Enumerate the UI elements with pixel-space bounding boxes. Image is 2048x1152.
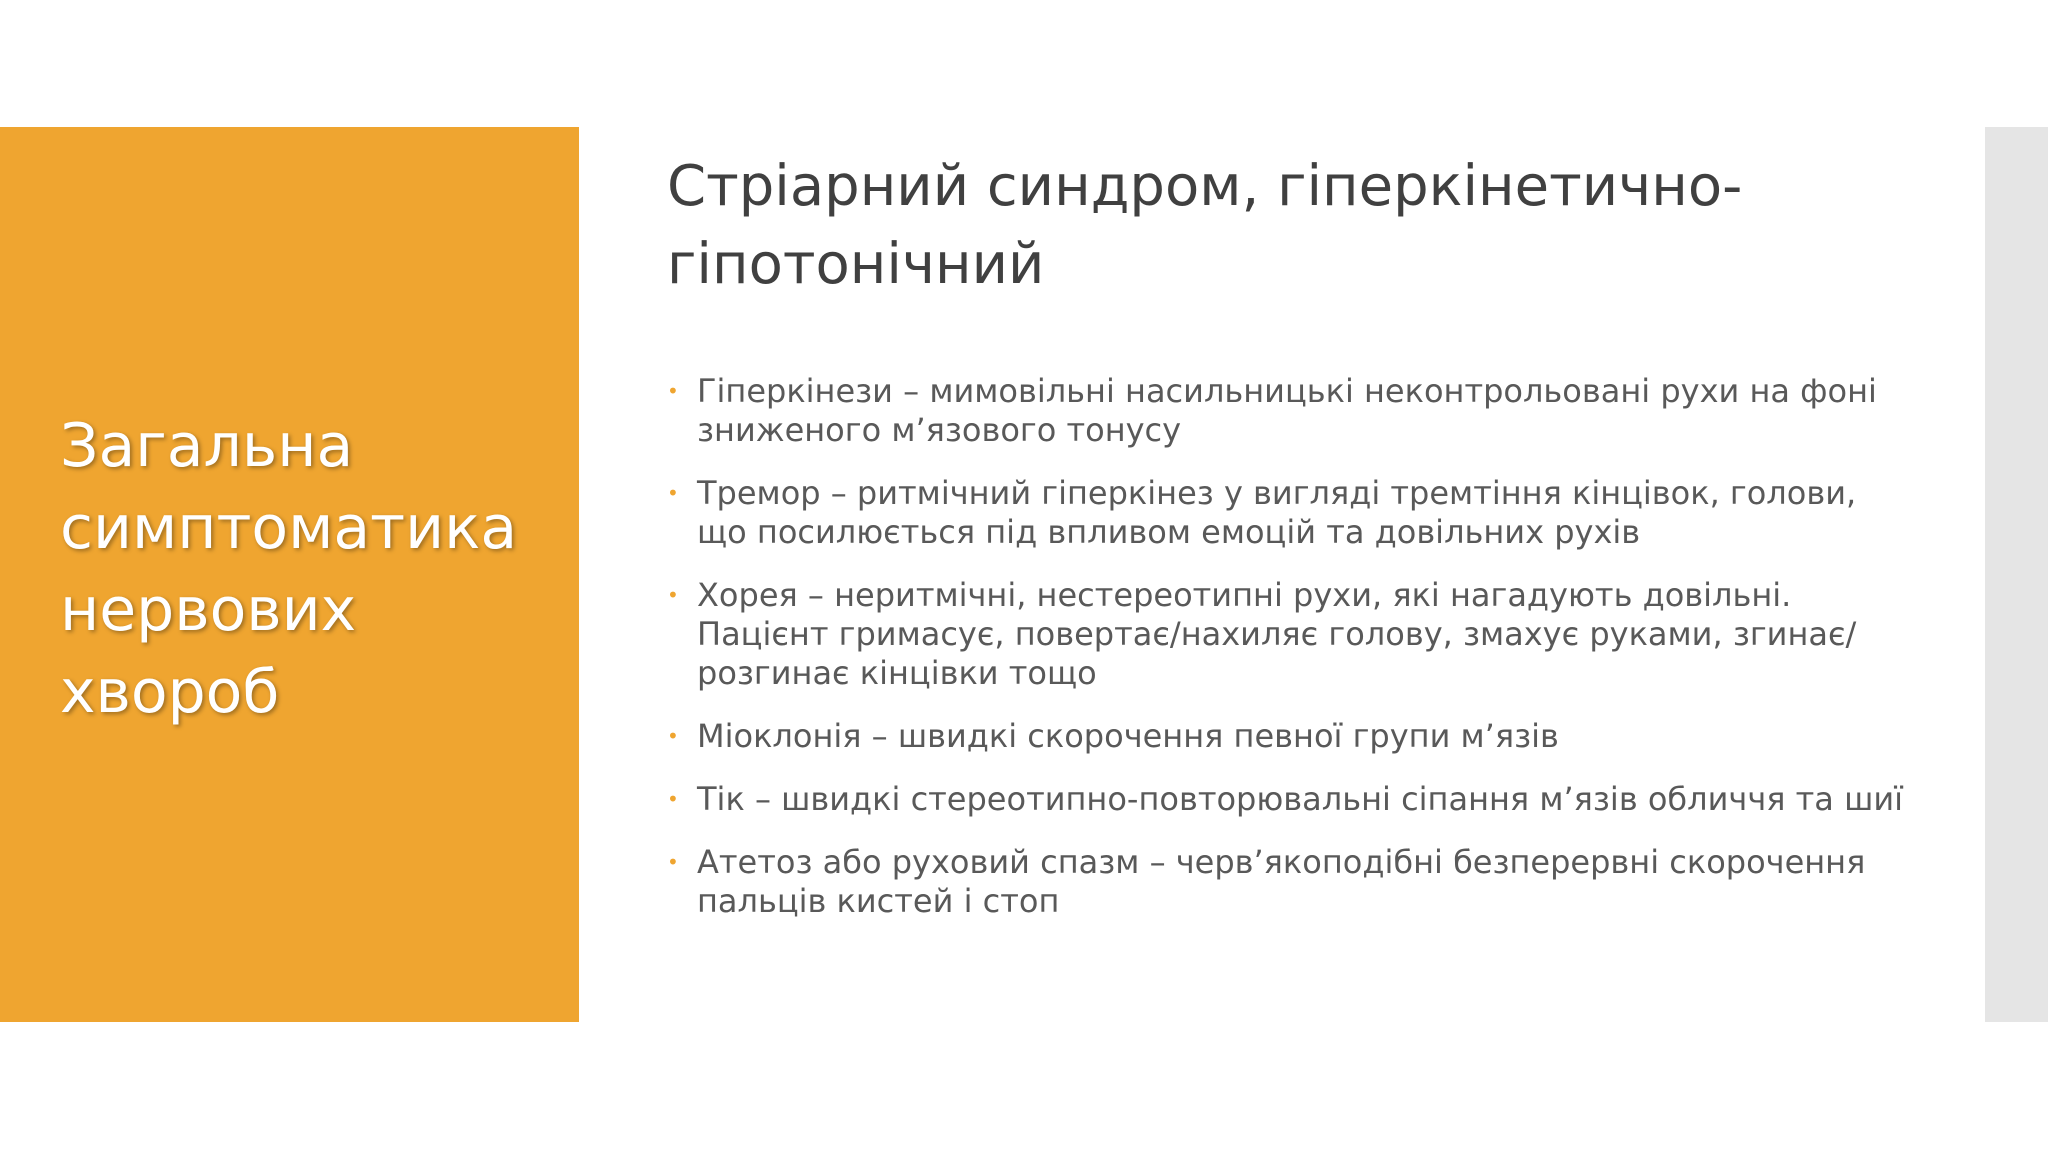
bullet-item <box>667 843 1907 921</box>
bullet-text: Атетоз або руховий спазм – черв’якоподібні безперервні скорочення пальців кистей і стоп <box>697 843 1866 920</box>
bullet-dot-icon: • <box>667 481 679 505</box>
bullet-item <box>667 474 1907 552</box>
bullet-dot-icon: • <box>667 724 679 748</box>
bullet-text: Гіперкінези – мимовільні насильницькі неконтрольовані рухи на фоні зниженого м’язового тонусу <box>697 372 1877 449</box>
bullet-item <box>667 717 1907 756</box>
section-title: Загальна симптоматика нервових хвороб <box>60 411 518 727</box>
bullet-dot-icon: • <box>667 583 679 607</box>
side-strip <box>1985 127 2048 1022</box>
bullet-item <box>667 780 1907 819</box>
bullet-item <box>667 372 1907 450</box>
slide-title: Стріарний синдром, гіперкінетично-гіпотонічний <box>667 154 1743 297</box>
bullet-text: Тік – швидкі стереотипно-повторювальні сіпання м’язів обличчя та шиї <box>697 780 1904 818</box>
bullet-text: Тремор – ритмічний гіперкінез у вигляді тремтіння кінцівок, голови, що посилюється під впливом емоцій та довільних рухів <box>697 474 1857 551</box>
bullet-item <box>667 576 1907 693</box>
bullet-text: Міоклонія – швидкі скорочення певної групи м’язів <box>697 717 1559 755</box>
bullet-dot-icon: • <box>667 850 679 874</box>
bullet-text: Хорея – неритмічні, нестереотипні рухи, які нагадують довільні. Пацієнт гримасує, повертає/нахиляє голову, змахує руками, згинає/розгинає кінцівки тощо <box>697 576 1857 692</box>
bullet-list <box>667 372 1907 945</box>
bullet-dot-icon: • <box>667 787 679 811</box>
bullet-dot-icon: • <box>667 379 679 403</box>
